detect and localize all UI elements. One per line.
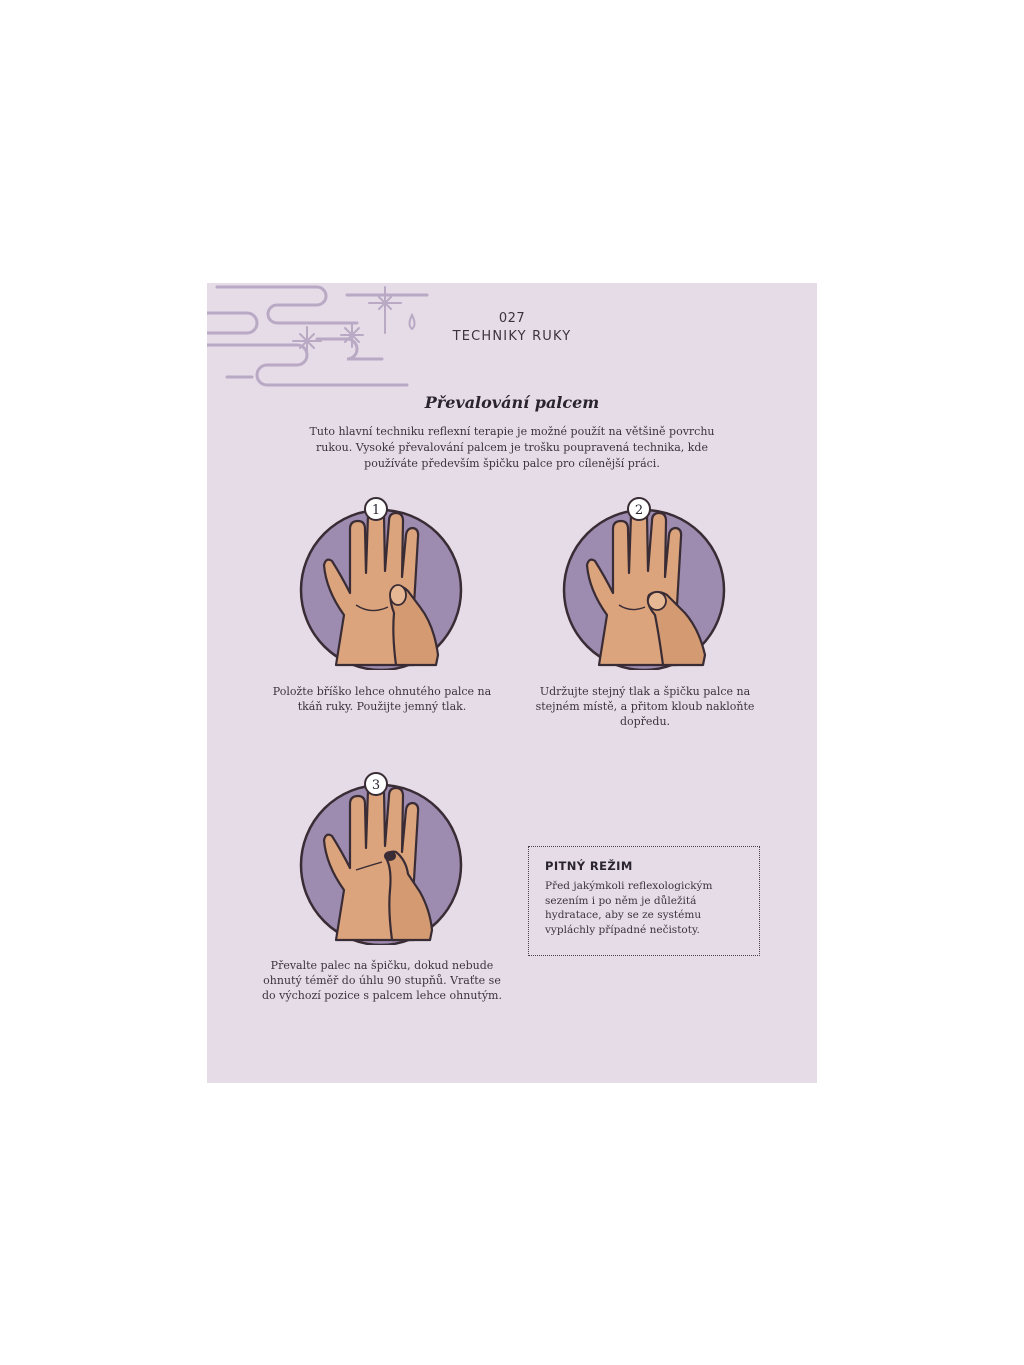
intro-paragraph: Tuto hlavní techniku reflexní terapie je možné použít na většině povrchu rukou. Vysoké převalování palcem je trošku poupravená technika, kde používáte především špičku palce pro cílenější práci. (309, 425, 715, 470)
book-page (207, 283, 817, 1083)
page-number: 027 (498, 311, 526, 326)
step-2-caption: Udržujte stejný tlak a špičku palce na stejném místě, a přitom kloub nakloňte dopředu. (535, 685, 755, 728)
step-1-caption: Položte bříško lehce ohnutého palce na tkáň ruky. Použijte jemný tlak. (272, 685, 492, 713)
hand-thumb-press-icon (296, 495, 466, 670)
step-2-illustration (559, 495, 729, 670)
tip-text: Před jakýmkoli reflexologickým sezením i po něm je důležitá hydratace, aby se ze systému vypláchly případné nečistoty. (545, 880, 713, 936)
step-3-number: 3 (371, 778, 381, 793)
step-3-caption: Převalte palec na špičku, dokud nebude ohnutý téměř do úhlu 90 stupňů. Vraťte se do výchozí pozice s palcem lehce ohnutým. (262, 959, 502, 1002)
tip-box (528, 846, 760, 956)
chapter-title: TECHNIKY RUKY (452, 329, 572, 344)
step-3-illustration (296, 770, 466, 945)
step-1-illustration (296, 495, 466, 670)
step-1-number: 1 (371, 503, 381, 518)
step-2-number: 2 (634, 503, 644, 518)
tip-title: PITNÝ REŽIM (545, 859, 633, 873)
hand-thumb-tilt-icon (559, 495, 729, 670)
hand-thumb-roll-icon (296, 770, 466, 945)
section-title: Převalování palcem (424, 393, 600, 412)
